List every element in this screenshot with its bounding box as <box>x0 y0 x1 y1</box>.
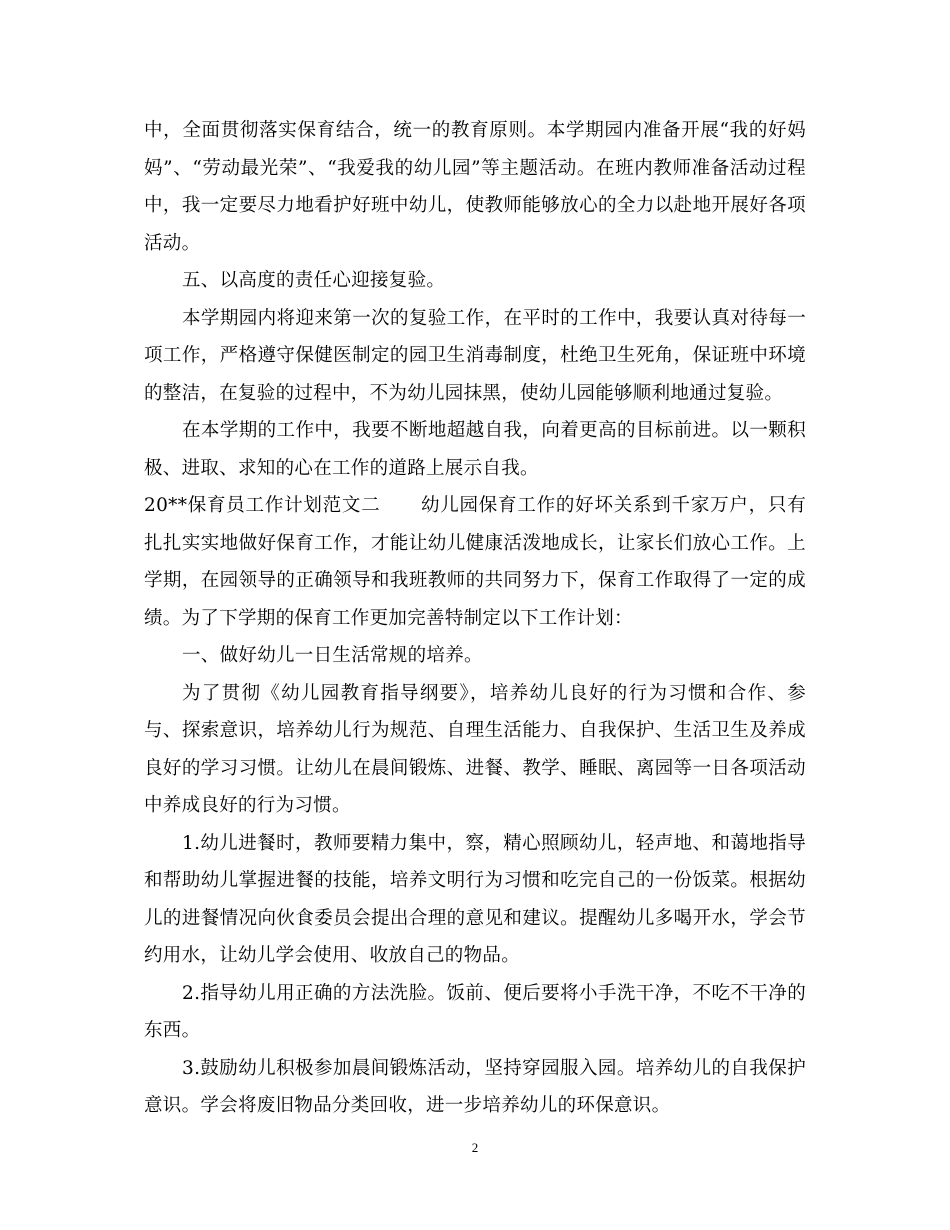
paragraph-5-text: 幼儿园保育工作的好坏关系到千家万户，只有扎扎实实地做好保育工作，才能让幼儿健康活泼地成长，让家长们放心工作。上学期，在园领导的正确领导和我班教师的共同努力下，保育工作取得了一定的成绩。为了下学期的保育工作更加完善特制定以下工作计划： <box>144 495 806 629</box>
list-item-1: 1.幼儿进餐时，教师要精力集中，察，精心照顾幼儿，轻声地、和蔼地指导和帮助幼儿掌握进餐的技能，培养文明行为习惯和吃完自己的一份饭菜。根据幼儿的进餐情况向伙食委员会提出合理的意见和建议。提醒幼儿多喝开水，学会节约用水，让幼儿学会使用、收放自己的物品。 <box>144 832 806 966</box>
paragraph-4: 在本学期的工作中，我要不断地超越自我，向着更高的目标前进。以一颗积极、进取、求知的心在工作的道路上展示自我。 <box>144 420 806 479</box>
document-body <box>144 112 806 1125</box>
paragraph-7: 为了贯彻《幼儿园教育指导纲要》，培养幼儿良好的行为习惯和合作、参与、探索意识，培养幼儿行为规范、自理生活能力、自我保护、生活卫生及养成良好的学习习惯。让幼儿在晨间锻炼、进餐、教学、睡眠、离园等一日各项活动中养成良好的行为习惯。 <box>144 682 806 816</box>
paragraph-3: 本学期园内将迎来第一次的复验工作，在平时的工作中，我要认真对待每一项工作，严格遵守保健医制定的园卫生消毒制度，杜绝卫生死角，保证班中环境的整洁，在复验的过程中，不为幼儿园抹黑，使幼儿园能够顺利地通过复验。 <box>144 307 806 404</box>
list-item-2: 2.指导幼儿用正确的方法洗脸。饭前、便后要将小手洗干净，不吃不干净的东西。 <box>144 982 806 1041</box>
paragraph-5 <box>144 487 806 637</box>
section-heading-five: 五、以高度的责任心迎接复验。 <box>182 270 446 291</box>
page-number: 2 <box>471 1140 479 1155</box>
section-heading-one: 一、做好幼儿一日生活常规的培养。 <box>182 645 483 666</box>
list-item-3: 3.鼓励幼儿积极参加晨间锻炼活动，坚持穿园服入园。培养幼儿的自我保护意识。学会将废旧物品分类回收，进一步培养幼儿的环保意识。 <box>144 1057 806 1116</box>
sample-title: 20**保育员工作计划范文二 <box>144 495 381 516</box>
paragraph-1: 中，全面贯彻落实保育结合，统一的教育原则。本学期园内准备开展“我的好妈妈”、“劳动最光荣”、“我爱我的幼儿园”等主题活动。在班内教师准备活动过程中，我一定要尽力地看护好班中幼儿，使教师能够放心的全力以赴地开展好各项活动。 <box>144 120 806 254</box>
